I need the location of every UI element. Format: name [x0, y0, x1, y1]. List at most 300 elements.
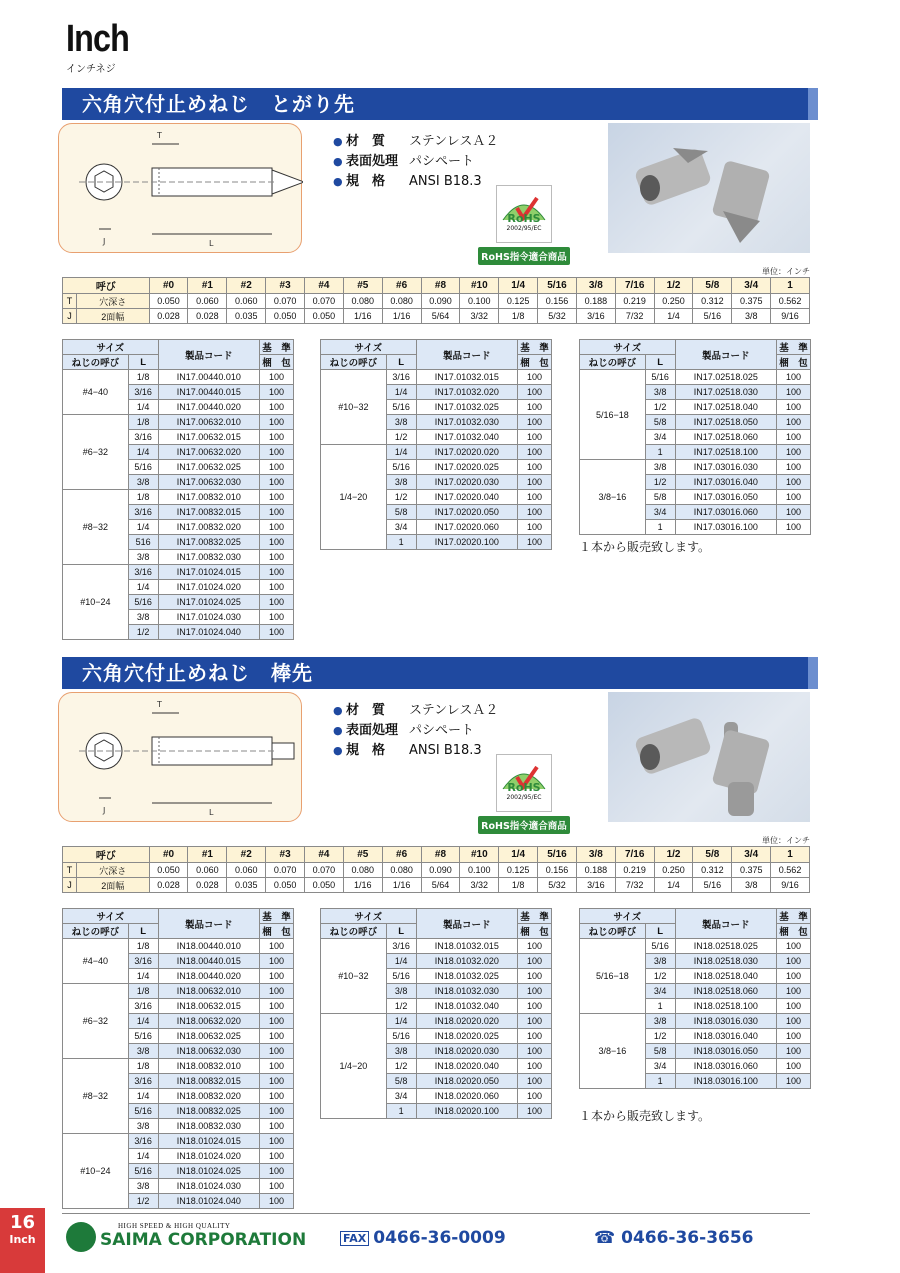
pack-qty: 100	[260, 1179, 294, 1194]
length: 1/4	[128, 445, 158, 460]
product-code-table	[320, 339, 552, 550]
dim-value: 0.312	[693, 863, 732, 878]
dim-value: 7/32	[615, 309, 654, 324]
length: 3/16	[386, 939, 416, 954]
pack-qty: 100	[260, 580, 294, 595]
product-photo	[608, 692, 810, 822]
product-code: IN18.00440.015	[158, 954, 259, 969]
logo-subtitle: インチネジ	[66, 64, 116, 75]
table-row	[580, 939, 811, 954]
pack-qty: 100	[518, 969, 552, 984]
length: 3/8	[128, 1119, 158, 1134]
product-code: IN18.01024.015	[158, 1134, 259, 1149]
header-size: サイズ	[63, 340, 159, 355]
header-pack2: 梱 包	[260, 924, 294, 939]
thread-size: #10−32	[321, 370, 387, 445]
spec-key: 材 質	[346, 134, 386, 149]
dim-size: #6	[382, 847, 421, 863]
product-code: IN17.01032.015	[416, 370, 517, 385]
rohs-caption: RoHS指令適合商品	[478, 247, 570, 265]
pack-qty: 100	[260, 1164, 294, 1179]
header-thread: ねじの呼び	[63, 924, 129, 939]
product-code: IN18.02020.100	[416, 1104, 517, 1119]
header-pack2: 梱 包	[518, 355, 552, 370]
dim-size: #1	[188, 278, 227, 294]
thread-size: #4−40	[63, 370, 129, 415]
length: 1/4	[128, 520, 158, 535]
pack-qty: 100	[518, 939, 552, 954]
thread-size: 3/8−16	[580, 1014, 646, 1089]
length: 1/4	[128, 1149, 158, 1164]
pack-qty: 100	[260, 969, 294, 984]
header-size: サイズ	[321, 340, 417, 355]
section-title	[62, 88, 810, 120]
pack-qty: 100	[518, 954, 552, 969]
bullet-icon: ●	[333, 135, 343, 148]
product-code: IN17.00832.025	[158, 535, 259, 550]
pack-qty: 100	[777, 370, 811, 385]
thread-size: #6−32	[63, 984, 129, 1059]
spec-value: パシペート	[409, 723, 475, 738]
dim-size: #3	[266, 847, 305, 863]
product-code: IN18.01024.030	[158, 1179, 259, 1194]
inch-logo	[66, 18, 136, 75]
pack-qty: 100	[260, 1134, 294, 1149]
length: 1/2	[645, 400, 675, 415]
product-code: IN18.02518.040	[675, 969, 776, 984]
rohs-icon	[496, 185, 552, 243]
length: 3/8	[128, 1044, 158, 1059]
fax-number	[340, 1228, 506, 1248]
pack-qty: 100	[260, 1089, 294, 1104]
section-title	[62, 657, 810, 689]
thread-size: 3/8−16	[580, 460, 646, 535]
pack-qty: 100	[260, 939, 294, 954]
pack-qty: 100	[260, 370, 294, 385]
length: 3/8	[386, 984, 416, 999]
product-code: IN18.02518.025	[675, 939, 776, 954]
dim-value: 0.080	[382, 294, 421, 309]
page-label: Inch	[9, 1233, 36, 1246]
logo-text: Inch	[66, 18, 130, 60]
dim-value: 0.050	[149, 863, 188, 878]
pack-qty: 100	[777, 415, 811, 430]
rohs-badge	[478, 185, 570, 265]
length: 3/8	[128, 550, 158, 565]
unit-label: 単位：インチ	[762, 836, 810, 845]
dim-value: 0.060	[227, 863, 266, 878]
dim-size: #4	[305, 278, 344, 294]
pack-qty: 100	[518, 535, 552, 550]
dim-value: 0.070	[266, 294, 305, 309]
dim-value: 0.035	[227, 309, 266, 324]
dim-value: 0.035	[227, 878, 266, 893]
product-code: IN17.02518.100	[675, 445, 776, 460]
length: 5/16	[128, 460, 158, 475]
thread-size: #10−32	[321, 939, 387, 1014]
spec-row	[333, 701, 498, 721]
dim-size: #6	[382, 278, 421, 294]
length: 3/8	[386, 1044, 416, 1059]
table-row	[63, 984, 294, 999]
product-code: IN18.01024.025	[158, 1164, 259, 1179]
product-code: IN17.02020.020	[416, 445, 517, 460]
length: 3/16	[128, 430, 158, 445]
product-code: IN18.00440.020	[158, 969, 259, 984]
length: 5/16	[386, 460, 416, 475]
product-code: IN18.03016.040	[675, 1029, 776, 1044]
pack-qty: 100	[260, 1059, 294, 1074]
pack-qty: 100	[260, 385, 294, 400]
pack-qty: 100	[518, 505, 552, 520]
length: 3/4	[645, 984, 675, 999]
thread-size: 5/16−18	[580, 370, 646, 460]
pack-qty: 100	[518, 520, 552, 535]
header-code: 製品コード	[675, 340, 776, 370]
dim-value: 3/32	[460, 878, 499, 893]
product-code: IN18.00832.020	[158, 1089, 259, 1104]
header-pack: 基 準	[518, 340, 552, 355]
dim-size: #5	[343, 278, 382, 294]
svg-text:L: L	[209, 808, 214, 817]
dim-value: 0.050	[266, 878, 305, 893]
header-pack2: 梱 包	[518, 924, 552, 939]
product-code: IN18.00832.025	[158, 1104, 259, 1119]
pack-qty: 100	[777, 520, 811, 535]
dim-size: 5/8	[693, 847, 732, 863]
product-code: IN17.00632.020	[158, 445, 259, 460]
table-row	[321, 1014, 552, 1029]
pack-qty: 100	[777, 1044, 811, 1059]
dim-value: 0.060	[188, 863, 227, 878]
product-code: IN18.00832.010	[158, 1059, 259, 1074]
length: 1/2	[128, 1194, 158, 1209]
dim-value: 1/16	[382, 878, 421, 893]
pack-qty: 100	[260, 445, 294, 460]
product-code: IN17.03016.100	[675, 520, 776, 535]
spec-list	[333, 701, 498, 761]
product-code: IN17.03016.050	[675, 490, 776, 505]
dim-code: J	[63, 309, 77, 324]
length: 5/16	[386, 969, 416, 984]
header-size: サイズ	[580, 909, 676, 924]
spec-value: ANSI B18.3	[409, 174, 482, 189]
dim-size: 3/8	[576, 847, 615, 863]
dim-size: 5/16	[538, 278, 577, 294]
dim-value: 0.562	[771, 294, 810, 309]
length: 3/4	[386, 1089, 416, 1104]
product-code: IN17.01024.040	[158, 625, 259, 640]
dim-size: #4	[305, 847, 344, 863]
dim-value: 1/8	[499, 309, 538, 324]
pack-qty: 100	[777, 984, 811, 999]
product-code: IN17.03016.060	[675, 505, 776, 520]
product-code: IN17.02518.030	[675, 385, 776, 400]
table-row	[580, 370, 811, 385]
header-thread: ねじの呼び	[63, 355, 129, 370]
pack-qty: 100	[260, 490, 294, 505]
product-code: IN17.01032.040	[416, 430, 517, 445]
dim-size: #0	[149, 278, 188, 294]
product-code: IN18.01032.025	[416, 969, 517, 984]
product-code: IN17.01032.030	[416, 415, 517, 430]
pack-qty: 100	[260, 415, 294, 430]
header-length: L	[386, 924, 416, 939]
product-code: IN18.02020.040	[416, 1059, 517, 1074]
dimension-table	[62, 846, 810, 893]
length: 1/4	[386, 954, 416, 969]
product-code-table	[62, 908, 294, 1209]
length: 5/8	[645, 1044, 675, 1059]
thread-size: #6−32	[63, 415, 129, 490]
length: 3/8	[386, 415, 416, 430]
product-code: IN17.00832.010	[158, 490, 259, 505]
length: 1/4	[128, 1089, 158, 1104]
length: 3/4	[645, 430, 675, 445]
pack-qty: 100	[518, 385, 552, 400]
pack-qty: 100	[260, 1149, 294, 1164]
svg-text:T: T	[157, 131, 162, 140]
dim-size: 7/16	[615, 847, 654, 863]
length: 3/16	[128, 1134, 158, 1149]
header-length: L	[645, 924, 675, 939]
dim-value: 0.028	[149, 309, 188, 324]
thread-size: #10−24	[63, 565, 129, 640]
header-size: サイズ	[580, 340, 676, 355]
product-code: IN17.02518.060	[675, 430, 776, 445]
product-code: IN17.00632.030	[158, 475, 259, 490]
product-code: IN17.00440.015	[158, 385, 259, 400]
spec-key: 規 格	[346, 174, 386, 189]
product-code: IN17.00632.025	[158, 460, 259, 475]
pack-qty: 100	[260, 505, 294, 520]
product-code: IN18.02020.030	[416, 1044, 517, 1059]
dim-value: 1/8	[499, 878, 538, 893]
pack-qty: 100	[777, 445, 811, 460]
tel-value: 0466-36-3656	[621, 1228, 754, 1248]
product-code: IN17.02020.040	[416, 490, 517, 505]
pack-qty: 100	[260, 610, 294, 625]
pack-qty: 100	[777, 490, 811, 505]
dim-size: #3	[266, 278, 305, 294]
dim-value: 0.156	[538, 294, 577, 309]
product-code: IN17.02020.060	[416, 520, 517, 535]
pack-qty: 100	[777, 969, 811, 984]
rohs-year: 2002/95/EC	[506, 225, 542, 232]
pack-qty: 100	[260, 535, 294, 550]
pack-qty: 100	[260, 984, 294, 999]
rohs-mark: RoHS	[507, 212, 541, 225]
dim-value: 3/32	[460, 309, 499, 324]
table-row	[63, 415, 294, 430]
length: 1	[386, 1104, 416, 1119]
length: 5/16	[128, 595, 158, 610]
table-row	[63, 1134, 294, 1149]
pack-qty: 100	[518, 1029, 552, 1044]
table-row	[321, 445, 552, 460]
table-row	[580, 460, 811, 475]
product-code: IN18.03016.060	[675, 1059, 776, 1074]
length: 1/4	[386, 1014, 416, 1029]
pack-qty: 100	[777, 1014, 811, 1029]
dim-value: 0.060	[227, 294, 266, 309]
dim-value: 0.080	[343, 294, 382, 309]
pack-qty: 100	[260, 565, 294, 580]
pack-qty: 100	[260, 1044, 294, 1059]
dim-value: 0.312	[693, 294, 732, 309]
length: 1/2	[386, 1059, 416, 1074]
dim-value: 0.250	[654, 863, 693, 878]
dim-size: 5/16	[538, 847, 577, 863]
spec-row	[333, 132, 498, 152]
pack-qty: 100	[260, 595, 294, 610]
dim-value: 3/8	[732, 309, 771, 324]
dim-size: 1/2	[654, 847, 693, 863]
product-code: IN18.02020.050	[416, 1074, 517, 1089]
product-code: IN17.01024.030	[158, 610, 259, 625]
dim-value: 0.070	[305, 294, 344, 309]
length: 1/8	[128, 1059, 158, 1074]
header-pack: 基 準	[518, 909, 552, 924]
dim-size: 3/8	[576, 278, 615, 294]
dim-size: #8	[421, 847, 460, 863]
pack-qty: 100	[518, 430, 552, 445]
bullet-icon: ●	[333, 155, 343, 168]
dim-code: T	[63, 294, 77, 309]
dim-value: 5/16	[693, 878, 732, 893]
length: 1/8	[128, 490, 158, 505]
length: 3/16	[128, 505, 158, 520]
product-code-table	[62, 339, 294, 640]
length: 1	[645, 445, 675, 460]
length: 1/2	[645, 1029, 675, 1044]
product-code: IN17.01032.025	[416, 400, 517, 415]
dim-size: #5	[343, 847, 382, 863]
length: 3/8	[645, 385, 675, 400]
length: 5/16	[128, 1104, 158, 1119]
length: 3/8	[128, 1179, 158, 1194]
pack-qty: 100	[777, 430, 811, 445]
length: 1/8	[128, 984, 158, 999]
dim-value: 1/4	[654, 878, 693, 893]
header-pack2: 梱 包	[777, 355, 811, 370]
product-code: IN17.03016.040	[675, 475, 776, 490]
product-code: IN18.00632.025	[158, 1029, 259, 1044]
length: 1/4	[128, 1014, 158, 1029]
dim-size: 5/8	[693, 278, 732, 294]
header-pack: 基 準	[777, 340, 811, 355]
length: 516	[128, 535, 158, 550]
rohs-caption: RoHS指令適合商品	[478, 816, 570, 834]
page-number-tab	[0, 1208, 45, 1273]
pack-qty: 100	[777, 1074, 811, 1089]
product-code: IN18.01032.040	[416, 999, 517, 1014]
dim-value: 3/8	[732, 878, 771, 893]
pack-qty: 100	[518, 475, 552, 490]
length: 3/8	[128, 610, 158, 625]
spec-value: ANSI B18.3	[409, 743, 482, 758]
product-code: IN17.02020.030	[416, 475, 517, 490]
unit-label: 単位：インチ	[762, 267, 810, 276]
rohs-icon	[496, 754, 552, 812]
tel-number	[594, 1228, 754, 1248]
product-code: IN17.02020.100	[416, 535, 517, 550]
pack-qty: 100	[260, 954, 294, 969]
pack-qty: 100	[518, 415, 552, 430]
dim-size: #8	[421, 278, 460, 294]
screw-diagram	[58, 123, 302, 253]
svg-text:T: T	[157, 700, 162, 709]
pack-qty: 100	[777, 1029, 811, 1044]
table-row	[63, 1059, 294, 1074]
dim-size: #10	[460, 278, 499, 294]
pack-qty: 100	[518, 1014, 552, 1029]
dim-value: 5/16	[693, 309, 732, 324]
length: 3/16	[128, 1074, 158, 1089]
pack-qty: 100	[260, 625, 294, 640]
header-code: 製品コード	[416, 340, 517, 370]
pack-qty: 100	[260, 1119, 294, 1134]
length: 3/16	[128, 999, 158, 1014]
product-code: IN18.00832.030	[158, 1119, 259, 1134]
product-code: IN18.01032.030	[416, 984, 517, 999]
product-code: IN17.02518.040	[675, 400, 776, 415]
length: 1/8	[128, 939, 158, 954]
dim-value: 0.125	[499, 294, 538, 309]
length: 5/16	[128, 1029, 158, 1044]
product-code: IN17.00832.030	[158, 550, 259, 565]
header-thread: ねじの呼び	[580, 924, 646, 939]
rohs-year: 2002/95/EC	[506, 794, 542, 801]
product-code: IN18.01032.020	[416, 954, 517, 969]
product-photo	[608, 123, 810, 253]
length: 1/2	[128, 625, 158, 640]
length: 3/8	[386, 475, 416, 490]
header-length: L	[645, 355, 675, 370]
pack-qty: 100	[260, 1029, 294, 1044]
header-length: L	[128, 355, 158, 370]
company-tagline: HIGH SPEED & HIGH QUALITY	[118, 1222, 231, 1230]
product-code: IN17.00632.010	[158, 415, 259, 430]
pack-qty: 100	[777, 385, 811, 400]
dim-value: 7/32	[615, 878, 654, 893]
header-code: 製品コード	[158, 909, 259, 939]
length: 1/2	[386, 430, 416, 445]
dim-value: 1/16	[343, 309, 382, 324]
header-pack: 基 準	[260, 340, 294, 355]
header-code: 製品コード	[675, 909, 776, 939]
product-code-table	[579, 339, 811, 535]
product-code: IN17.01024.025	[158, 595, 259, 610]
dim-size: #2	[227, 278, 266, 294]
pack-qty: 100	[518, 400, 552, 415]
spec-key: 表面処理	[346, 723, 399, 738]
table-row	[321, 370, 552, 385]
product-code: IN17.01024.020	[158, 580, 259, 595]
bullet-icon: ●	[333, 744, 343, 757]
spec-value: ステンレスＡ２	[409, 134, 499, 149]
rohs-mark: RoHS	[507, 781, 541, 794]
length: 1/4	[128, 400, 158, 415]
page-number: 16	[9, 1212, 36, 1233]
table-row	[63, 939, 294, 954]
dim-size: 1/2	[654, 278, 693, 294]
product-code: IN17.03016.030	[675, 460, 776, 475]
dim-value: 9/16	[771, 878, 810, 893]
pack-qty: 100	[777, 505, 811, 520]
length: 1/2	[386, 999, 416, 1014]
pack-qty: 100	[518, 460, 552, 475]
